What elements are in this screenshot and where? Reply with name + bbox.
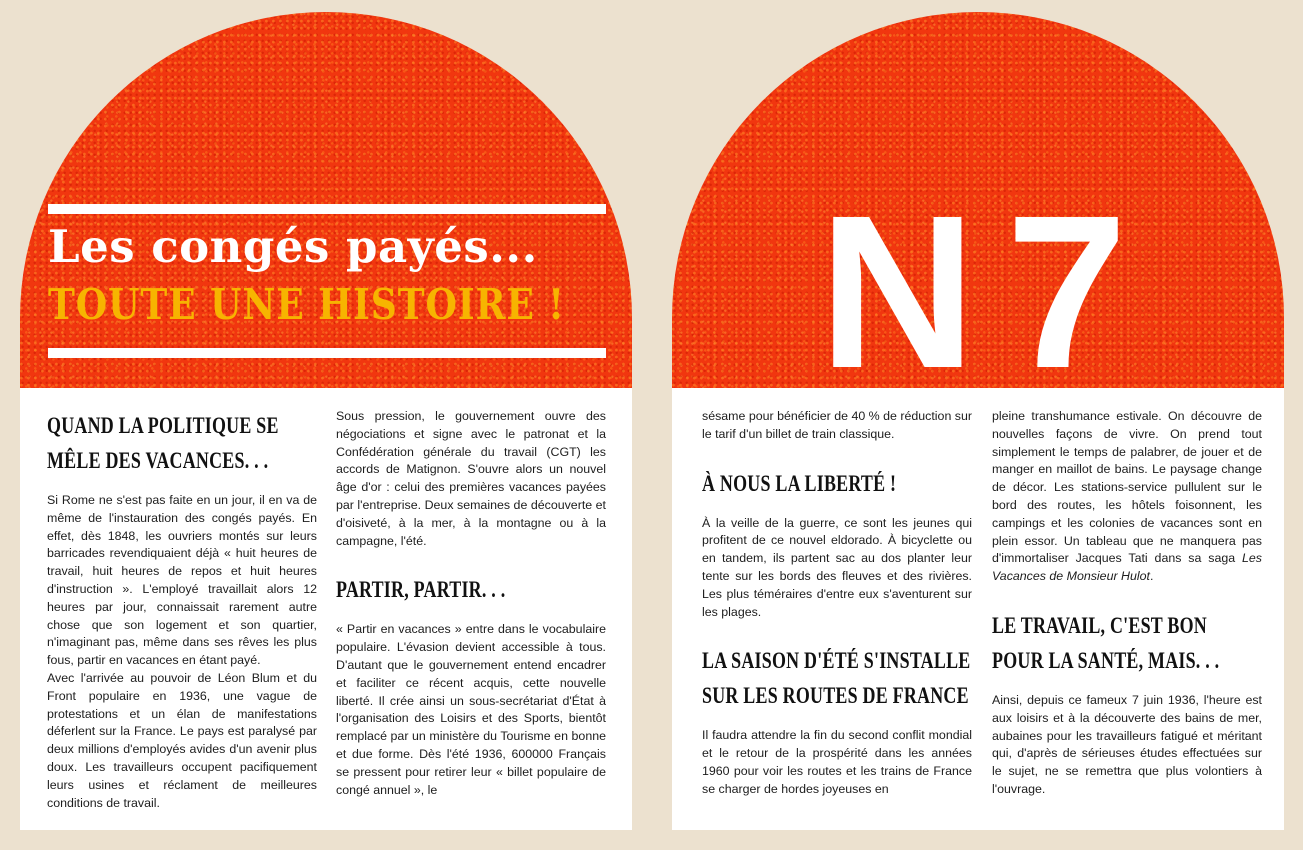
section-heading-saison: LA SAISON D'ÉTÉ S'INSTALLE SUR LES ROUTES DE FRANCE <box>702 648 971 709</box>
left-arch-header <box>20 12 632 388</box>
section-heading-travail: LE TRAVAIL, C'EST BON POUR LA SANTÉ, MAIS. . . <box>992 612 1220 673</box>
section-heading-partir: PARTIR, PARTIR. . . <box>336 577 506 603</box>
paragraph: Ainsi, depuis ce fameux 7 juin 1936, l'heure est aux loisirs et à la découverte des bains de mer, aubaines pour les travailleurs fatigué et méritant qui, d'après de sérieuses études effectuées sur le sujet, ne se remettra que plus volontiers à l'ouvrage. <box>992 692 1262 796</box>
section-heading-politique: QUAND LA POLITIQUE SE MÊLE DES VACANCES. . . <box>47 413 279 473</box>
paragraph: Avec l'arrivée au pouvoir de Léon Blum et du Front populaire en 1936, une vague de protestations et un élan de manifestations déferlent sur la France. Le pays est paralysé par deux millions d'employés avides d'un avenir plus doux. Les travailleurs occupent pacifiquement leurs usines et réclament de meilleures conditions de travail. <box>47 670 317 810</box>
title-rule-bottom <box>48 348 606 358</box>
paragraph: sésame pour bénéficier de 40 % de réduction sur le tarif d'un billet de train classique. <box>702 409 972 441</box>
paragraph-text: pleine transhumance estivale. On découvre de nouvelles façons de vivre. On prend tout simplement le temps de palabrer, de jouer et de manger en maillot de bains. Le paysage change de décor. Les stations-service pullulent sur le bord des routes, les hôtels foisonnent, les campings et les colonies de vacances sont en plein essor. Un tableau que ne manquera pas d'immortaliser Jacques Tati dans sa saga <box>992 409 1262 566</box>
title-rule-top <box>48 204 606 214</box>
right-arch-header <box>672 12 1284 388</box>
right-column-1 <box>702 408 972 799</box>
left-content <box>20 388 632 830</box>
left-column-2 <box>336 408 606 799</box>
right-page <box>672 12 1284 830</box>
paragraph: Si Rome ne s'est pas faite en un jour, il en va de même de l'instauration des congés payés. En effet, dès 1848, les ouvriers montés sur leurs barricades revendiquaient déjà « huit heures de travail, huit heures de repos et huit heures d'instruction ». L'employé travaillait alors 12 heures par jour, connaissait rarement autre chose que son logement et son quartier, n'imaginant pas, même dans ses rêves les plus fous, partir en vacances en étant payé. <box>47 493 317 668</box>
paragraph: À la veille de la guerre, ce sont les jeunes qui profitent de ce nouvel eldorado. À bicyclette ou en tandem, ils partent sac au dos planter leur tente sur les bords des fleuves et des rivières. Les plus téméraires d'entre eux s'aventurent sur les plages. <box>702 515 972 619</box>
left-page <box>20 12 632 830</box>
paragraph: Sous pression, le gouvernement ouvre des négociations et signe avec le patronat et la Confédération générale du travail (CGT) les accords de Matignon. S'ouvre alors un nouvel âge d'or : celui des premières vacances payées par l'entreprise. Deux semaines de découverte et d'oisiveté, à la mer, à la montagne ou à la campagne, l'été. <box>336 409 606 548</box>
paragraph <box>992 408 1262 586</box>
right-content <box>672 388 1284 830</box>
title-line-1: Les congés payés... <box>48 220 538 273</box>
section-heading-liberte: À NOUS LA LIBERTÉ ! <box>702 470 897 496</box>
right-column-2 <box>992 408 1262 799</box>
paragraph: Il faudra attendre la fin du second conflit mondial et le retour de la prospérité dans les années 1960 pour voir les routes et les trains de France se charger de hordes joyeuses en <box>702 728 972 796</box>
route-number: N7 <box>818 171 1158 388</box>
paragraph: « Partir en vacances » entre dans le vocabulaire populaire. L'évasion devient accessible à tous. D'autant que le gouvernement entend encadrer et faciliter ce récent acquis, cette nouvelle liberté. Il crée ainsi un sous-secrétariat d'État à l'organisation des Loisirs et des Sports, bientôt remplacé par un ministère du Tourisme en bonne et due forme. Dès l'été 1936, 600000 Français se pressent pour retirer leur « billet populaire de congé annuel », le <box>336 622 606 797</box>
paragraph-end: . <box>1149 569 1154 584</box>
title-line-2: TOUTE UNE HISTOIRE ! <box>48 280 565 329</box>
left-column-1 <box>47 408 317 812</box>
film-title: Les Vacances de Monsieur Hulot <box>992 551 1262 584</box>
